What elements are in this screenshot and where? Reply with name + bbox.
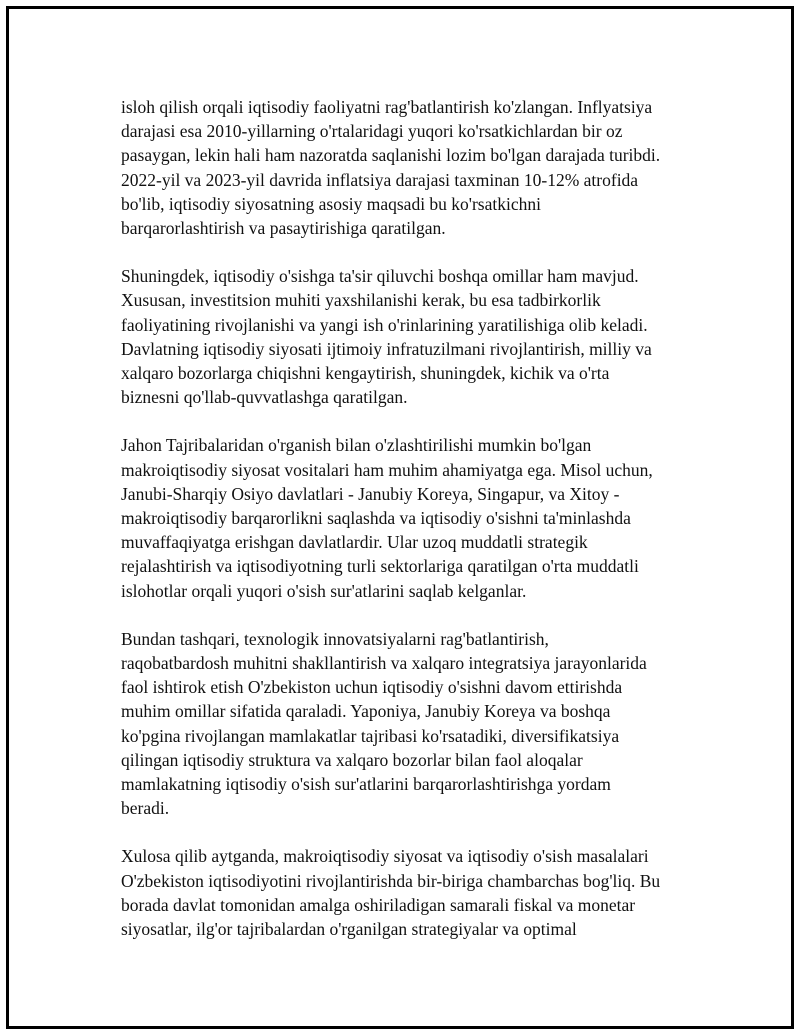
document-body bbox=[121, 95, 721, 965]
paragraph-world-experience: Jahon Tajribalaridan o'rganish bilan o'zlashtirilishi mumkin bo'lgan makroiqtisodiy siyosat vositalari ham muhim ahamiyatga ega. Misol uchun, Janubi-Sharqiy Osiyo davlatlari - Janubiy Koreya, Singapur, va Xitoy - makroiqtisodiy barqarorlikni saqlashda va iqtisodiy o'sishni ta'minlashda muvaffaqiyatga erishgan davlatlardir. Ular uzoq muddatli strategik rejalashtirish va iqtisodiyotning turli sektorlariga qaratilgan o'rta muddatli islohotlar orqali yuqori o'sish sur'atlarini saqlab kelganlar. bbox=[121, 435, 653, 601]
paragraph-inflation: isloh qilish orqali iqtisodiy faoliyatni rag'batlantirish ko'zlangan. Inflyatsiya darajasi esa 2010-yillarning o'rtalaridagi yuqori ko'rsatkichlardan bir oz pasaygan, lekin hali ham nazoratda saqlanishi lozim bo'lgan darajada turibdi. 2022-yil va 2023-yil davrida inflatsiya darajasi taxminan 10-12% atrofida bo'lib, iqtisodiy siyosatning asosiy maqsadi bu ko'rsatkichni barqarorlashtirish va pasaytirishiga qaratilgan. bbox=[121, 97, 661, 239]
paragraph-innovation: Bundan tashqari, texnologik innovatsiyalarni rag'batlantirish, raqobatbardosh muhitni shakllantirish va xalqaro integratsiya jarayonlarida faol ishtirok etish O'zbekiston uchun iqtisodiy o'sishni davom ettirishda muhim omillar sifatida qaraladi. Yaponiya, Janubiy Koreya va boshqa ko'pgina rivojlangan mamlakatlar tajribasi ko'rsatadiki, diversifikatsiya qilingan iqtisodiy struktura va xalqaro bozorlar bilan faol aloqalar mamlakatning iqtisodiy o'sish sur'atlarini barqarorlashtirishga yordam beradi. bbox=[121, 628, 647, 819]
paragraph-conclusion: Xulosa qilib aytganda, makroiqtisodiy siyosat va iqtisodiy o'sish masalalari O'zbekiston iqtisodiyotini rivojlantirishda bir-biriga chambarchas bog'liq. Bu borada davlat tomonidan amalga oshiriladigan samarali fiskal va monetar siyosatlar, ilg'or tajribalardan o'rganilgan strategiyalar va optimal bbox=[121, 846, 661, 940]
page-frame bbox=[6, 6, 794, 1029]
paragraph-growth-factors: Shuningdek, iqtisodiy o'sishga ta'sir qiluvchi boshqa omillar ham mavjud. Xususan, investitsion muhiti yaxshilanishi kerak, bu esa tadbirkorlik faoliyatining rivojlanishi va yangi ish o'rinlarining yaratilishiga olib keladi. Davlatning iqtisodiy siyosati ijtimoiy infratuzilmani rivojlantirish, milliy va xalqaro bozorlarga chiqishni kengaytirish, shuningdek, kichik va o'rta biznesni qo'llab-quvvatlashga qaratilgan. bbox=[121, 266, 652, 408]
